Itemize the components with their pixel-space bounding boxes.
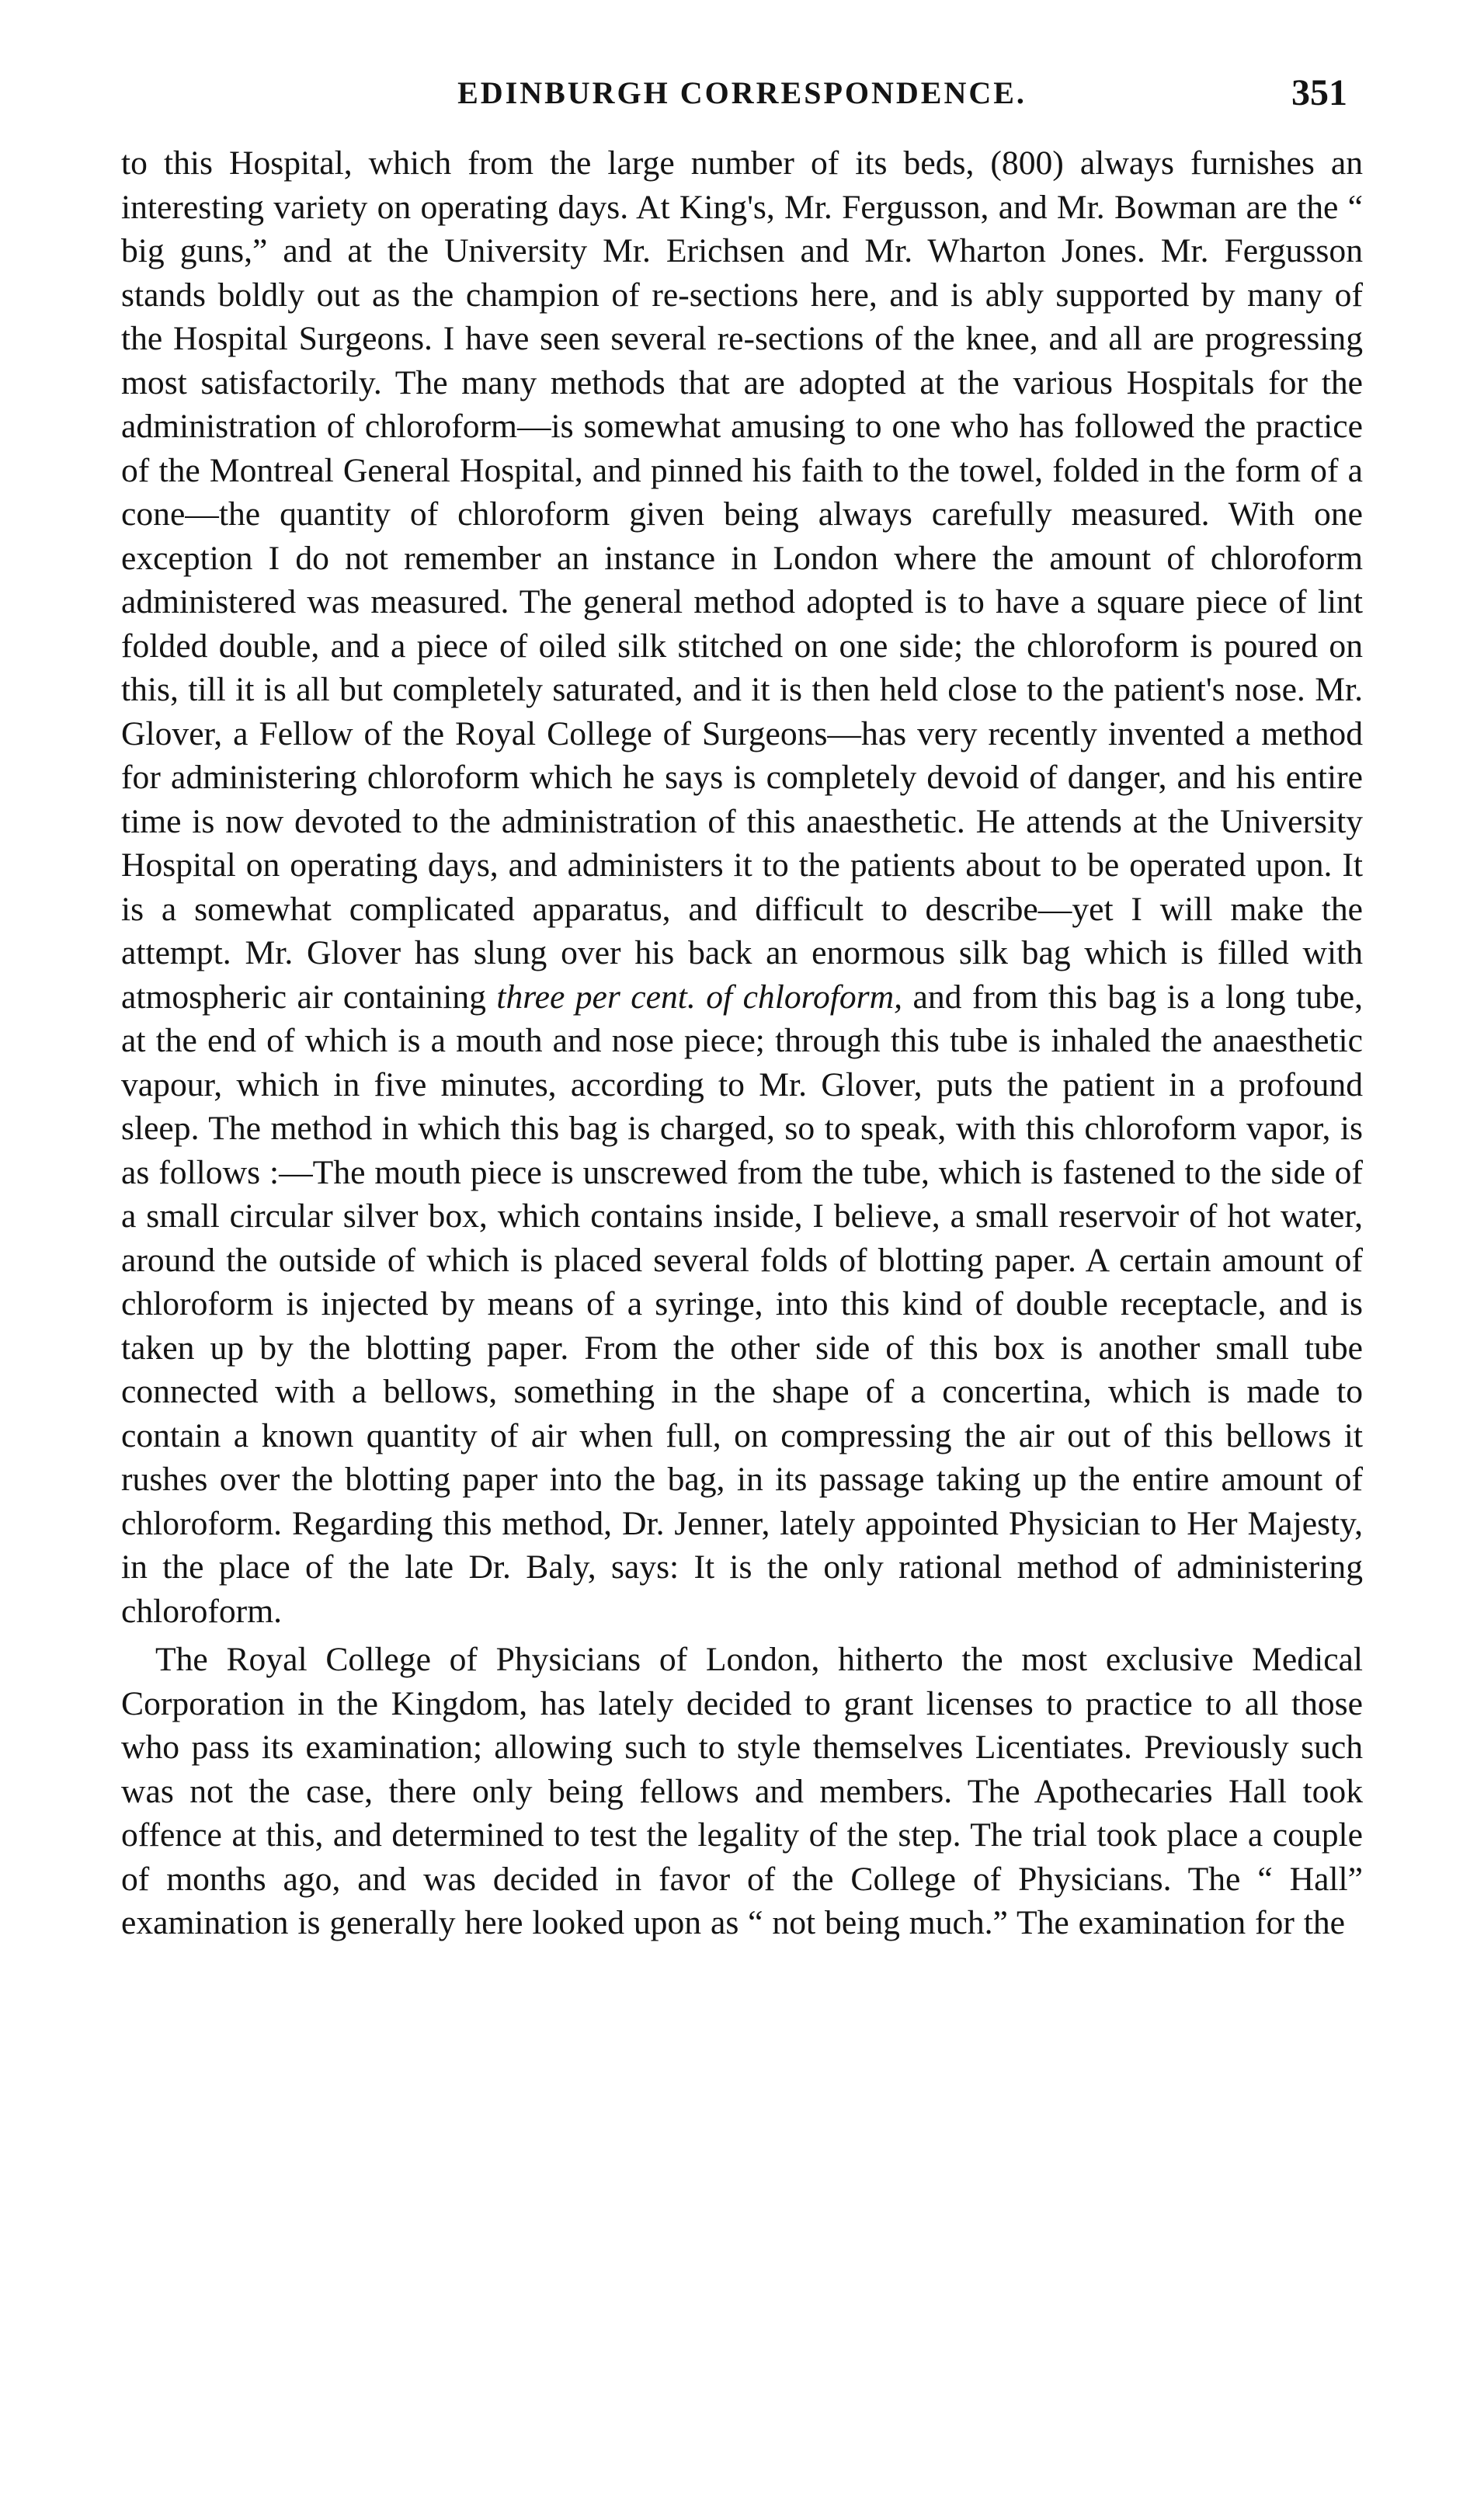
running-head — [121, 72, 1363, 141]
article-body — [121, 141, 1363, 1945]
running-title: EDINBURGH CORRESPONDENCE. — [457, 75, 1027, 110]
italic-phrase: three per cent. of chloroform, — [496, 978, 903, 1016]
page-number: 351 — [1291, 72, 1347, 113]
paragraph-chloroform-methods — [121, 141, 1363, 1633]
paragraph-text: to this Hospital, which from the large number of its beds, (800) always furnishes an interesting variety on operating days. At King's, Mr. Fergusson, and Mr. Bowman are the “ big guns,” and at the University Mr. Erichsen and Mr. Wharton Jones. Mr. Fergusson stands boldly out as the champion of re-sections here, and is ably supported by many of the Hospital Surgeons. I have seen several re-sections of the knee, and all are progressing most satisfactorily. The many methods that are adopted at the various Hospitals for the administration of chloroform—is somewhat amusing to one who has followed the practice of the Montreal General Hospital, and pinned his faith to the towel, folded in the form of a cone—the quantity of chloroform given being always carefully measured. With one exception I do not remember an instance in London where the amount of chloroform administered was measured. The general method adopted is to have a square piece of lint folded double, and a piece of oiled silk stitched on one side; the chloroform is poured on this, till it is all but completely saturated, and it is then held close to the patient's nose. Mr. Glover, a Fellow of the Royal College of Surgeons—has very recently invented a method for administering chloroform which he says is completely devoid of danger, and his entire time is now devoted to the administration of this anaesthetic. He attends at the University Hospital on operating days, and administers it to the patients about to be operated upon. It is a somewhat complicated apparatus, and difficult to describe—yet I will make the attempt. Mr. Glover has slung over his back an enormous silk bag which is filled with atmospheric air containing — [121, 144, 1363, 1016]
paragraph-royal-college: The Royal College of Physicians of London, hitherto the most exclusive Medical Corporation in the Kingdom, has lately decided to grant licenses to practice to all those who pass its examination; allowing such to style themselves Licentiates. Previously such was not the case, there only being fellows and members. The Apothecaries Hall took offence at this, and determined to test the legality of the step. The trial took place a couple of months ago, and was decided in favor of the College of Physicians. The “ Hall” examination is generally here looked upon as “ not being much.” The examination for the — [121, 1641, 1363, 1941]
paragraph-text-continued: and from this bag is a long tube, at the end of which is a mouth and nose piece; through this tube is inhaled the anaesthetic vapour, which in five minutes, according to Mr. Glover, puts the patient in a profound sleep. The method in which this bag is charged, so to speak, with this chloroform vapor, is as follows :—The mouth piece is unscrewed from the tube, which is fastened to the side of a small circular silver box, which contains inside, I believe, a small reservoir of hot water, around the outside of which is placed several folds of blotting paper. A certain amount of chloroform is injected by means of a syringe, into this kind of double receptacle, and is taken up by the blotting paper. From the other side of this box is another small tube connected with a bellows, something in the shape of a concertina, which is made to contain a known quantity of air when full, on compressing the air out of this bellows it rushes over the blotting paper into the bag, in its passage taking up the entire amount of chloroform. Regarding this method, Dr. Jenner, lately appointed Physician to Her Majesty, in the place of the late Dr. Baly, says: It is the only rational method of administering chloroform. — [121, 978, 1363, 1630]
